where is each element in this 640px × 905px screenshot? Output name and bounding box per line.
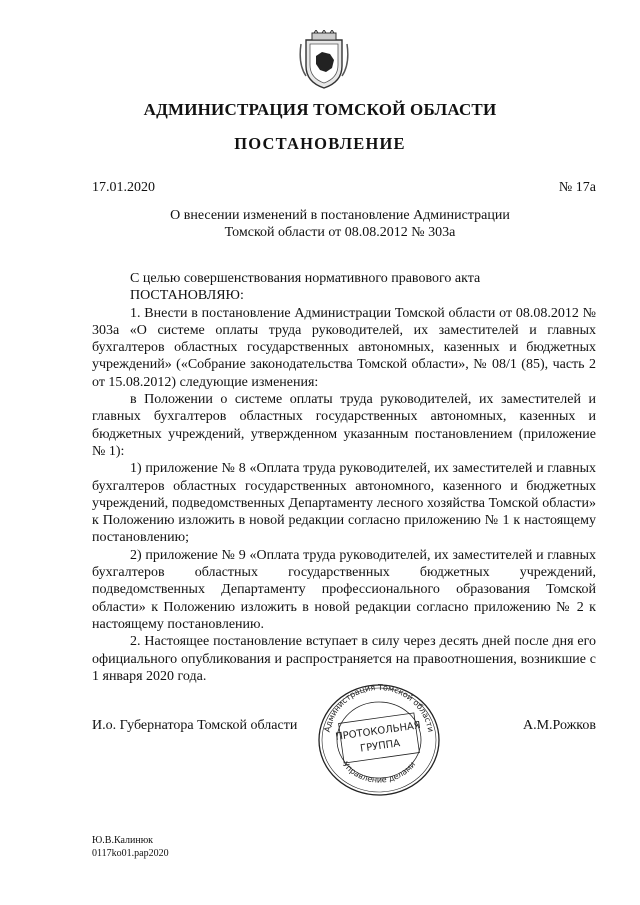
document-number: № 17а xyxy=(558,180,596,195)
document-footer xyxy=(92,834,169,860)
signatory-position: И.о. Губернатора Томской области xyxy=(92,718,298,733)
official-stamp xyxy=(315,678,443,796)
body-resolve: ПОСТАНОВЛЯЮ: xyxy=(130,288,244,304)
document-date: 17.01.2020 xyxy=(92,180,155,195)
footer-executor: Ю.В.Калинюк xyxy=(92,835,154,846)
subject-line-1: О внесении изменений в постановление Администрации xyxy=(170,208,510,223)
body-preamble: С целью совершенствования нормативного правового акта xyxy=(130,271,481,286)
stamp-center-line-2: ГРУППА xyxy=(359,738,401,755)
body-paragraph-3: 1) приложение № 8 «Оплата труда руководителей, их заместителей и главных бухгалтеров областных государственных автономного, казенного и бюджетных учреждений, подведомственных Департаменту лесного хозяйства Томской области» к Положению изложить в новой редакции согласно приложению № 1 к настоящему постановлению; xyxy=(92,461,596,546)
body-paragraph-5: 2. Настоящее постановление вступает в силу через десять дней после дня его официального опубликования и распространяется на правоотношения, возникшие с 1 января 2020 года. xyxy=(92,634,596,684)
signatory-name: А.М.Рожков xyxy=(522,718,596,733)
document-body xyxy=(92,270,596,685)
footer-code: 0117ko01.рар2020 xyxy=(92,848,169,859)
body-paragraph-1: 1. Внести в постановление Администрации Томской области от 08.08.2012 № 303а «О системе оплаты труда руководителей, их заместителей и главных бухгалтеров областных государственных автономных, казенных и бюджетных учреждений» («Собрание законодательства Томской области», № 08/1 (85), часть 2 от 15.08.2012) следующие изменения: xyxy=(92,305,596,390)
coat-of-arms-emblem xyxy=(298,30,350,90)
body-paragraph-4: 2) приложение № 9 «Оплата труда руководителей, их заместителей и главных бухгалтеров областных государственных бюджетных учреждений, подведомственных Департаменту профессионального образования Томской области» к Положению изложить в новой редакции согласно приложению № 2 к настоящему постановлению. xyxy=(92,547,596,632)
svg-text:Управление делами xyxy=(341,760,417,785)
organization-title: АДМИНИСТРАЦИЯ ТОМСКОЙ ОБЛАСТИ xyxy=(143,100,497,119)
stamp-ring-bottom: Управление делами xyxy=(340,759,418,785)
stamp-center-line-1: ПРОТОКОЛЬНАЯ xyxy=(334,720,422,743)
body-paragraph-2: в Положении о системе оплаты труда руководителей, их заместителей и главных бухгалтеров областных государственных автономных, казенных и бюджетных учреждений, утвержденном указанным постановлением (приложение № 1): xyxy=(92,392,596,459)
document-subject xyxy=(150,207,530,241)
subject-line-2: Томской области от 08.08.2012 № 303а xyxy=(224,225,456,240)
stamp-ring-top: Администрация Томской области xyxy=(322,682,436,733)
document-type-title: ПОСТАНОВЛЕНИЕ xyxy=(234,134,406,153)
